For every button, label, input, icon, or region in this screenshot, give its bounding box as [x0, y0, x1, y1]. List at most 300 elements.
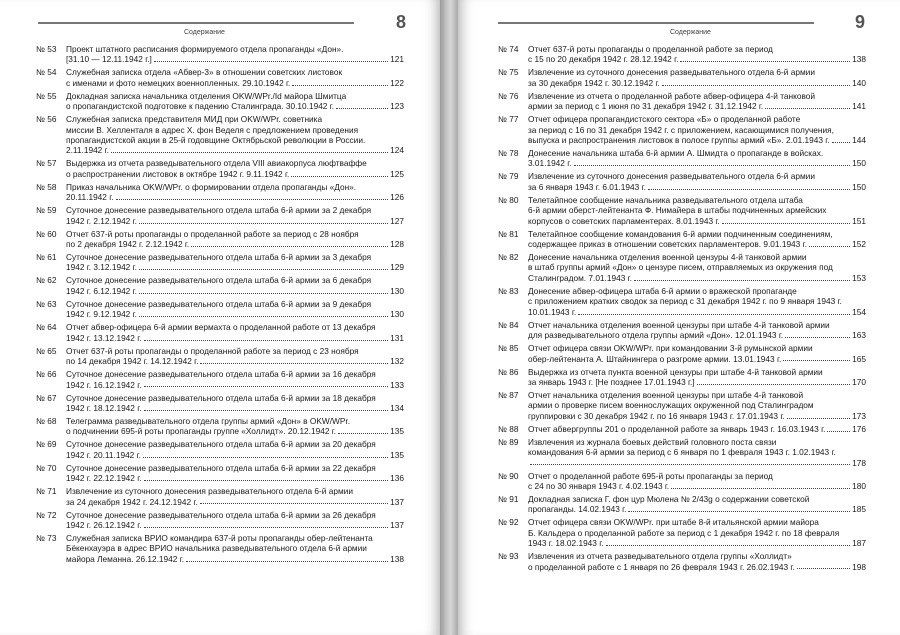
- entry-page-number: 153: [852, 272, 866, 283]
- entry-title-end: [31.10 — 12.11.1942 г.]: [66, 54, 152, 65]
- entry-page-number: 141: [852, 101, 866, 112]
- entry-number: № 84: [498, 319, 519, 330]
- entry-title-end: 1942 г. 26.12.1942 г.: [66, 519, 142, 530]
- entry-title: Донесение начальника штаба 6-й армии А. Шмидта о пропаганде в войсках.: [528, 148, 824, 159]
- entry-title-end: для разведывательного отдела группы армий «Дон». 12.01.1943 г.: [528, 330, 784, 341]
- toc-entry: [36, 229, 404, 250]
- entry-title: Донесение начальника отделения военной цензуры 4-й танковой армии в штаб группы армий «Дон» о цензуре писем, отправляемых из окружения под: [528, 252, 833, 273]
- entry-number: № 58: [36, 181, 57, 192]
- toc-entry: [36, 44, 404, 65]
- toc-entry: [36, 416, 404, 437]
- entry-title-end: 10.01.1943 г.: [528, 306, 577, 317]
- dot-leader: [116, 199, 389, 200]
- entry-title: Извлечение из суточного донесения разведывательного отдела 6-й армии: [66, 486, 353, 497]
- entry-number: № 55: [36, 90, 57, 101]
- entry-title-end: 1942 г. 13.12.1942 г.: [66, 332, 142, 343]
- entry-page-number: 134: [390, 402, 404, 413]
- entry-last-line: [66, 78, 404, 88]
- toc-list-right: [498, 44, 866, 575]
- entry-page-number: 150: [852, 158, 866, 169]
- entry-last-line: [66, 101, 404, 111]
- entry-page-number: 198: [852, 561, 866, 572]
- entry-title-end: 1942 г. 9.12.1942 г.: [66, 309, 137, 320]
- entry-body: [528, 67, 866, 88]
- entry-page-number: 131: [390, 332, 404, 343]
- entry-body: [528, 424, 866, 434]
- entry-title: Суточное донесение разведывательного отдела штаба 6-й армии за 3 декабря: [66, 252, 372, 263]
- dot-leader: [291, 176, 388, 177]
- entry-body: [528, 114, 866, 145]
- entry-title: Извлечение из суточного донесения разведывательного отдела 6-й армии: [528, 171, 815, 182]
- entry-title: Отчет начальника отделения военной цензуры при штабе 4-й танковой армии о проверке писем военнослужащих окруженной под Сталинградом: [528, 389, 814, 411]
- entry-last-line: [528, 239, 866, 249]
- dot-leader: [144, 410, 389, 411]
- entry-body: [66, 510, 404, 531]
- toc-entry: [498, 437, 866, 468]
- page-number: 8: [396, 12, 407, 32]
- entry-number: № 59: [36, 205, 57, 216]
- entry-number: № 70: [36, 462, 57, 473]
- entry-title: Телетайпное сообщение начальника разведывательного отдела штаба 6-й армии оберст-лейтенанта Ф. Нимайера в штабы подчиненных армейских: [528, 194, 827, 216]
- toc-list-left: [36, 44, 404, 567]
- entry-title: Суточное донесение разведывательного отдела штаба 6-й армии за 22 декабря: [66, 462, 376, 473]
- entry-number: № 81: [498, 228, 519, 239]
- dot-leader: [139, 316, 388, 317]
- entry-body: [66, 369, 404, 390]
- entry-title: Выдержка из отчета разведывательного отдела VIII авиакорпуса люфтваффе: [66, 158, 367, 169]
- entry-last-line: [66, 473, 404, 483]
- entry-number: № 89: [498, 436, 519, 447]
- entry-number: № 86: [498, 366, 519, 377]
- entry-number: № 75: [498, 67, 519, 78]
- entry-page-number: 170: [852, 376, 866, 387]
- toc-entry: [498, 320, 866, 341]
- entry-last-line: [66, 309, 404, 319]
- toc-entry: [36, 182, 404, 203]
- entry-title: Суточное донесение разведывательного отдела штаба 6-й армии за 2 декабря: [66, 205, 372, 216]
- dot-leader: [680, 61, 850, 62]
- entry-page-number: 154: [852, 306, 866, 317]
- toc-entry: [36, 67, 404, 88]
- toc-entry: [498, 471, 866, 492]
- entry-last-line: [528, 158, 866, 168]
- entry-title-end: с 24 по 30 января 1943 г. 4.02.1943 г.: [528, 480, 670, 491]
- entry-page-number: 135: [390, 426, 404, 437]
- dot-leader: [191, 246, 388, 247]
- entry-number: № 93: [498, 551, 519, 562]
- entry-title: Отчет 637-й роты пропаганды о проделанной работе за период: [528, 44, 773, 54]
- entry-title-end: о проделанной работе с 1 января по 26 февраля 1943 г. 26.02.1943 г.: [528, 561, 795, 572]
- entry-page-number: 140: [852, 77, 866, 88]
- entry-number: № 88: [498, 423, 519, 434]
- entry-title: Телетайпное сообщение командования 6-й армии подчиненным соединениям,: [528, 228, 833, 239]
- dot-leader: [144, 480, 389, 481]
- dot-leader: [809, 246, 850, 247]
- entry-number: № 76: [498, 90, 519, 101]
- dot-leader: [338, 433, 388, 434]
- dot-leader: [827, 431, 850, 432]
- entry-title-end: армии за период с 1 июня по 31 декабря 1942 г. 31.12.1942 г.: [528, 101, 764, 112]
- entry-body: [66, 533, 404, 564]
- entry-last-line: [528, 562, 866, 572]
- entry-number: № 57: [36, 158, 57, 169]
- toc-entry: [498, 91, 866, 112]
- entry-title: Суточное донесение разведывательного отдела штаба 6-й армии за 6 декабря: [66, 275, 372, 286]
- entry-body: [528, 320, 866, 341]
- entry-title-end: за 6 января 1943 г. 6.01.1943 г.: [528, 181, 646, 192]
- dot-leader: [143, 457, 388, 458]
- entry-number: № 71: [36, 486, 57, 497]
- entry-title: Отчет 637-й роты пропаганды о проделанной работе за период с 28 ноября: [66, 228, 359, 239]
- entry-number: № 62: [36, 275, 57, 286]
- entry-page-number: 124: [390, 145, 404, 156]
- entry-body: [528, 195, 866, 226]
- entry-page-number: 130: [390, 285, 404, 296]
- entry-body: [66, 229, 404, 250]
- entry-number: № 79: [498, 171, 519, 182]
- entry-page-number: 125: [390, 168, 404, 179]
- entry-last-line: [66, 216, 404, 226]
- entry-page-number: 130: [390, 309, 404, 320]
- dot-leader: [785, 337, 850, 338]
- entry-last-line: [528, 54, 866, 64]
- entry-number: № 64: [36, 322, 57, 333]
- entry-title-end: по 14 декабря 1942 г. 14.12.1942 г.: [66, 356, 199, 367]
- entry-last-line: [66, 497, 404, 507]
- dot-leader: [671, 488, 850, 489]
- entry-body: [66, 393, 404, 414]
- entry-number: № 77: [498, 114, 519, 125]
- dot-leader: [154, 61, 388, 62]
- entry-page-number: 138: [390, 553, 404, 564]
- dot-leader: [765, 108, 850, 109]
- entry-page-number: 138: [852, 54, 866, 65]
- entry-body: [66, 346, 404, 367]
- entry-last-line: [528, 78, 866, 88]
- entry-last-line: [528, 504, 866, 514]
- entry-page-number: 176: [852, 423, 866, 434]
- entry-body: [66, 322, 404, 343]
- entry-number: № 83: [498, 285, 519, 296]
- entry-page-number: 137: [390, 496, 404, 507]
- entry-body: [66, 158, 404, 179]
- entry-number: № 80: [498, 194, 519, 205]
- toc-entry: [36, 299, 404, 320]
- entry-title: Выдержка из отчета пункта военной цензуры при штабе 4-й танковой армии: [528, 366, 823, 377]
- entry-number: № 54: [36, 67, 57, 78]
- entry-page-number: 185: [852, 504, 866, 515]
- entry-body: [66, 252, 404, 273]
- entry-last-line: [66, 450, 404, 460]
- entry-body: [528, 437, 866, 468]
- entry-last-line: [66, 54, 404, 64]
- entry-title: Донесение абвер-офицера штаба 6-й армии о вражеской пропаганде с приложением кратких сводок за период с 31 декабря 1942 г. по 9 января 1943 г.: [528, 285, 842, 307]
- dot-leader: [783, 360, 850, 361]
- toc-entry: [498, 286, 866, 317]
- entry-title: Докладная записка Г. фон цур Мюлена № 2/43g о содержании советской: [528, 493, 810, 504]
- entry-title: Отчет 637-й роты пропаганды о проделанной работе за период с 23 ноября: [66, 345, 359, 356]
- entry-title: Докладная записка начальника отделения OKW/WPr./Id майора Шмитца: [66, 90, 347, 101]
- entry-body: [66, 416, 404, 437]
- dot-leader: [186, 561, 388, 562]
- entry-title-end: Отчет абвергруппы 201 о проделанной работе за январь 1943 г. 16.03.1943 г.: [528, 423, 826, 434]
- dot-leader: [336, 108, 388, 109]
- entry-number: № 91: [498, 493, 519, 504]
- entry-last-line: [528, 273, 866, 283]
- dot-leader: [111, 152, 388, 153]
- entry-number: № 90: [498, 470, 519, 481]
- dot-leader: [578, 314, 850, 315]
- entry-body: [66, 275, 404, 296]
- entry-title-end: за январь 1943 г. [Не позднее 17.01.1943 г.]: [528, 376, 695, 387]
- toc-entry: [36, 114, 404, 156]
- entry-body: [528, 229, 866, 250]
- entry-last-line: [528, 458, 866, 468]
- entry-page-number: 187: [852, 538, 866, 549]
- entry-last-line: [528, 377, 866, 387]
- entry-title: Отчет начальника отделения военной цензуры при штабе 4-й танковой армии: [528, 319, 830, 330]
- entry-last-line: [528, 354, 866, 364]
- entry-number: № 87: [498, 389, 519, 400]
- entry-number: № 56: [36, 114, 57, 125]
- entry-last-line: [66, 403, 404, 413]
- entry-body: [528, 148, 866, 169]
- entry-title-end: Сталинградом. 7.01.1943 г.: [528, 272, 632, 283]
- entry-last-line: [66, 520, 404, 530]
- toc-entry: [36, 510, 404, 531]
- entry-body: [66, 67, 404, 88]
- entry-body: [66, 486, 404, 507]
- dot-leader: [144, 386, 389, 387]
- entry-body: [528, 91, 866, 112]
- entry-number: № 68: [36, 415, 57, 426]
- entry-page-number: 123: [390, 101, 404, 112]
- entry-body: [528, 252, 866, 283]
- toc-entry: [498, 148, 866, 169]
- entry-title-end: 1942 г. 3.12.1942 г.: [66, 262, 137, 273]
- toc-entry: [36, 463, 404, 484]
- entry-page-number: 135: [390, 449, 404, 460]
- dot-leader: [139, 269, 388, 270]
- entry-title-end: за 30 декабря 1942 г. 30.12.1942 г.: [528, 77, 660, 88]
- entry-title-end: 1943 г. 18.02.1943 г.: [528, 538, 604, 549]
- entry-title-end: пропаганды. 14.02.1943 г.: [528, 504, 627, 515]
- entry-page-number: 152: [852, 239, 866, 250]
- entry-page-number: 133: [390, 379, 404, 390]
- header-rule: [38, 22, 354, 24]
- dot-leader: [634, 280, 850, 281]
- entry-title: Суточное донесение разведывательного отдела штаба 6-й армии за 26 декабря: [66, 509, 376, 520]
- entry-last-line: [66, 380, 404, 390]
- entry-title-end: по 2 декабря 1942 г. 2.12.1942 г.: [66, 239, 190, 250]
- entry-title-end: о пропагандистской подготовке к падению Сталинграда. 30.10.1942 г.: [66, 101, 335, 112]
- entry-title: Отчет о проделанной работе 695-й роты пропаганды за период: [528, 470, 773, 481]
- dot-leader: [832, 142, 851, 143]
- entry-title-end: с именами и фото немецких военнопленных. 29.10.1942 г.: [66, 77, 291, 88]
- book-gutter: [440, 0, 458, 635]
- dot-leader: [292, 85, 388, 86]
- entry-title-end: с 15 по 20 декабря 1942 г. 28.12.1942 г.: [528, 54, 679, 65]
- dot-leader: [797, 568, 850, 569]
- entry-last-line: [66, 356, 404, 366]
- dot-leader: [628, 511, 850, 512]
- entry-last-line: [528, 135, 866, 145]
- entry-last-line: [66, 145, 404, 155]
- entry-last-line: [528, 216, 866, 226]
- toc-entry: [498, 343, 866, 364]
- entry-title: Проект штатного расписания формируемого отдела пропаганды «Дон».: [66, 44, 344, 54]
- entry-page-number: 122: [390, 77, 404, 88]
- entry-title: Суточное донесение разведывательного отдела штаба 6-й армии за 18 декабря: [66, 392, 376, 403]
- entry-last-line: [66, 192, 404, 202]
- entry-page-number: 121: [390, 54, 404, 65]
- entry-last-line: [528, 481, 866, 491]
- entry-title: Служебная записка ВРИО командира 637-й роты пропаганды обер-лейтенанта Бёкенхауэра в адрес ВРИО начальника разведывательного отдела 6-й армии: [66, 532, 373, 554]
- entry-page-number: 127: [390, 215, 404, 226]
- entry-number: № 53: [36, 44, 57, 54]
- right-page-header: [458, 4, 900, 38]
- entry-last-line: [528, 182, 866, 192]
- entry-last-line: [528, 101, 866, 111]
- toc-entry: [36, 439, 404, 460]
- entry-page-number: 163: [852, 330, 866, 341]
- entry-page-number: 136: [390, 473, 404, 484]
- entry-last-line: [528, 538, 866, 548]
- entry-last-line: [66, 239, 404, 249]
- entry-page-number: 151: [852, 215, 866, 226]
- entry-body: [528, 551, 866, 572]
- dot-leader: [139, 223, 388, 224]
- entry-body: [528, 171, 866, 192]
- entry-title: Отчет абвер-офицера 6-й армии вермахта о проделанной работе от 13 декабря: [66, 322, 376, 333]
- toc-entry: [36, 91, 404, 112]
- toc-entry: [36, 205, 404, 226]
- entry-number: № 66: [36, 369, 57, 380]
- toc-entry: [498, 195, 866, 226]
- entry-title: Служебная записка представителя МИД при OKW/WPr. советника миссии В. Хелленталя в адрес Х. фон Веделя с предложением проведения пропагандистской акции в 25-й годовщине Октябрьской революции в России.: [66, 114, 366, 146]
- entry-body: [66, 44, 404, 65]
- entry-title: Извлечения из отчета разведывательного отдела группы «Холлидт»: [528, 551, 792, 562]
- entry-title-end: 2.11.1942 г.: [66, 145, 109, 156]
- dot-leader: [144, 340, 389, 341]
- right-page: [458, 0, 900, 635]
- entry-body: [528, 390, 866, 421]
- entry-body: [66, 91, 404, 112]
- entry-page-number: 165: [852, 353, 866, 364]
- entry-body: [528, 286, 866, 317]
- dot-leader: [530, 464, 850, 465]
- dot-leader: [662, 85, 850, 86]
- entry-number: № 72: [36, 509, 57, 520]
- entry-last-line: [66, 262, 404, 272]
- entry-number: № 69: [36, 439, 57, 450]
- entry-title: Извлечение из отчета о проделанной работе абвер-офицера 4-й танковой: [528, 90, 816, 101]
- entry-number: № 63: [36, 298, 57, 309]
- toc-entry: [36, 158, 404, 179]
- entry-number: № 85: [498, 343, 519, 354]
- entry-title: Отчет офицера пропагандистского сектора «Б» о проделанной работе за период с 16 по 31 декабря 1942 г. с приложением, касающимися получения,: [528, 114, 834, 135]
- entry-title-end: о подчинении 695-й роты пропаганды группе «Холлидт». 20.12.1942 г.: [66, 426, 337, 437]
- entry-title-end: о распространении листовок в октябре 1942 г. 9.11.1942 г.: [66, 168, 290, 179]
- dot-leader: [606, 545, 851, 546]
- entry-page-number: 173: [852, 410, 866, 421]
- toc-entry: [498, 229, 866, 250]
- toc-entry: [36, 346, 404, 367]
- entry-title-end: 1942 г. 2.12.1942 г.: [66, 215, 137, 226]
- dot-leader: [697, 384, 851, 385]
- left-page-header: [0, 4, 440, 38]
- entry-last-line: [66, 169, 404, 179]
- toc-entry: [36, 533, 404, 564]
- toc-entry: [36, 322, 404, 343]
- toc-entry: [498, 67, 866, 88]
- entry-last-line: [528, 307, 866, 317]
- entry-body: [66, 182, 404, 203]
- toc-entry: [498, 424, 866, 434]
- entry-body: [528, 44, 866, 65]
- entry-body: [528, 343, 866, 364]
- dot-leader: [139, 293, 388, 294]
- entry-last-line: [528, 411, 866, 421]
- entry-title-end: обер-лейтенанта А. Штайнингера о разгроме армии. 13.01.1943 г.: [528, 353, 782, 364]
- entry-title-end: содержащее приказ в отношении советских парламентеров. 9.01.1943 г.: [528, 239, 807, 250]
- entry-title-end: майора Леманна. 26.12.1942 г.: [66, 553, 185, 564]
- entry-number: № 92: [498, 517, 519, 528]
- entry-page-number: 128: [390, 239, 404, 250]
- entry-title: Извлечения из журнала боевых действий головного поста связи командования 6-й армии за период с 6 января по 1 февраля 1943 г. 1.02.1943 г.: [528, 436, 836, 458]
- toc-entry: [36, 252, 404, 273]
- entry-title-end: 1942 г. 20.11.1942 г.: [66, 449, 141, 460]
- entry-body: [66, 439, 404, 460]
- entry-page-number: 144: [852, 135, 866, 146]
- entry-title-end: корпусов о советских парламентерах. 8.01.1943 г.: [528, 215, 720, 226]
- entry-last-line: [66, 286, 404, 296]
- entry-page-number: 180: [852, 480, 866, 491]
- header-label: Содержание: [184, 29, 225, 36]
- entry-title-end: 1942 г. 22.12.1942 г.: [66, 473, 142, 484]
- entry-body: [66, 205, 404, 226]
- entry-number: № 60: [36, 228, 57, 239]
- entry-title-end: выпуска и распространения листовок в полосе группы армий «Б». 2.01.1943 г.: [528, 135, 830, 146]
- toc-entry: [498, 114, 866, 145]
- entry-title-end: 3.01.1942 г.: [528, 158, 572, 169]
- toc-entry: [36, 275, 404, 296]
- entry-title: Отчет офицера связи OKW/WPr. при штабе 8-й итальянской армии майора Б. Кальдера о проделанной работе за период с 1 декабря 1942 г. по 18 февраля: [528, 517, 840, 538]
- toc-entry: [498, 367, 866, 388]
- entry-body: [528, 494, 866, 515]
- entry-page-number: 132: [390, 356, 404, 367]
- entry-title: Извлечение из суточного донесения разведывательного отдела 6-й армии: [528, 67, 815, 78]
- left-page: [0, 0, 440, 635]
- entry-title-end: группировки с 30 декабря 1942 г. по 16 января 1943 г. 17.01.1943 г.: [528, 410, 785, 421]
- entry-last-line: [66, 426, 404, 436]
- dot-leader: [200, 363, 388, 364]
- entry-title-end: за 24 декабря 1942 г. 24.12.1942 г.: [66, 496, 198, 507]
- entry-last-line: [528, 424, 866, 434]
- toc-entry: [36, 393, 404, 414]
- entry-number: № 78: [498, 148, 519, 159]
- entry-title: Суточное донесение разведывательного отдела штаба 6-й армии за 16 декабря: [66, 369, 376, 380]
- entry-title-end: 1942 г. 18.12.1942 г.: [66, 402, 142, 413]
- dot-leader: [574, 165, 851, 166]
- entry-number: № 67: [36, 392, 57, 403]
- toc-entry: [498, 252, 866, 283]
- dot-leader: [648, 189, 850, 190]
- page-number: 9: [855, 12, 866, 32]
- dot-leader: [787, 418, 851, 419]
- entry-title-end: 1942 г. 16.12.1942 г.: [66, 379, 142, 390]
- entry-last-line: [528, 330, 866, 340]
